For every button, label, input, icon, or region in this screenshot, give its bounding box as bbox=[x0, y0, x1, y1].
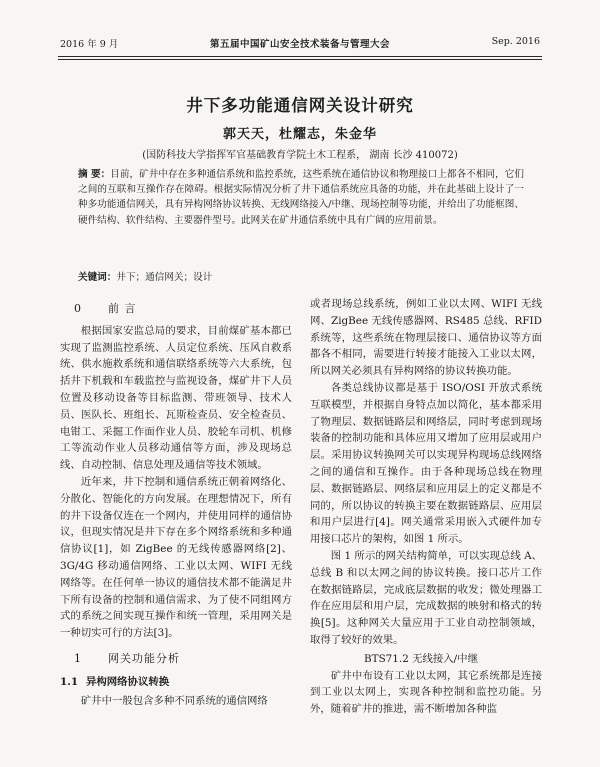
paragraph: 矿井中布设有工业以太网，其它系统都是连接到工业以太网上，实现各种控制和监控功能。另外，随着矿井的推进，需不断增加各种监 bbox=[310, 669, 542, 716]
left-column bbox=[60, 292, 292, 709]
header-date-en: Sep. 2016 bbox=[491, 36, 540, 47]
section-number: 0 bbox=[74, 302, 82, 315]
running-header bbox=[60, 36, 540, 52]
right-column bbox=[310, 296, 542, 718]
header-rule bbox=[58, 56, 542, 57]
subsection-title: 异构网络协议转换 bbox=[86, 675, 170, 688]
paper-title: 井下多功能通信网关设计研究 bbox=[186, 96, 414, 115]
section-heading bbox=[74, 301, 292, 318]
paragraph: 或者现场总线系统，例如工业以太网、WIFI 无线网、ZigBee 无线传感器网、RS485 总线、RFID 系统等，这些系统在物理层接口、通信协议等方面都各不相同，需要进行转接才能接入工业以太网，所以网关必须具有异构网络的协议转换功能。 bbox=[310, 298, 542, 378]
paper-authors: 郭天天，杜耀志，朱金华 bbox=[222, 127, 377, 142]
keywords-text: 井下；通信网关；设计 bbox=[116, 272, 213, 283]
abstract-label: 摘 要： bbox=[78, 169, 111, 180]
section-number: 1 bbox=[74, 651, 82, 665]
abstract-text: 目前，矿井中存在多种通信系统和监控系统，这些系统在通信协议和物理接口上都各不相同，它们之间的互联和互操作存在障碍。根据实际情况分析了井下通信系统应具备的功能，并在此基础上设计了一种多功能通信网关，具有异构网络协议转换、无线网络接入/中继、现场控制等功能，并给出了功能框图、硬件结构、软件结构、主要器件型号。此网关在矿井通信系统中具有广阔的应用前景。 bbox=[78, 169, 525, 226]
subsection-number: 1.1 bbox=[60, 675, 79, 688]
paragraph: 根据国家安监总局的要求，目前煤矿基本都已实现了监测监控系统、人员定位系统、压风自救系统、供水施救系统和通信联络系统等六大系统，包括井下机载和车载监控与监视设备，煤矿井下人员位置及移动设备等目标监测、带班领导、技术人员、医队长、班组长、瓦斯检查员、安全检查员、电钳工、采掘工作面作业人员、胶轮车司机、机修工等流动作业人员移动通信等方面，涉及现场总线、自动控制、信息处理及通信等技术领域。 bbox=[60, 324, 292, 472]
abstract bbox=[78, 167, 524, 228]
paragraph: 图 1 所示的网关结构简单，可以实现总线 A、总线 B 和以太网之间的协议转换。接口芯片工作在数据链路层，完成底层数据的收发；微处理器工作在应用层和用户层，完成数据的映射和格式的转换[5]。这种网关大量应用于工业自动控制领域，取得了较好的效果。 bbox=[310, 549, 542, 646]
section-title: 前 言 bbox=[108, 302, 137, 315]
section-title: 网关功能分析 bbox=[108, 651, 180, 665]
section-heading bbox=[74, 651, 292, 668]
keywords bbox=[78, 270, 524, 285]
paragraph: 近年来，井下控制和通信系统正朝着网络化、分散化、智能化的方向发展。在理想情况下，所有的井下设备仅连在一个网内，并使用同样的通信协议，但现实情况是井下存在多个网络系统和多种通信协议[1]，如 ZigBee 的无线传感器网络[2]、3G/4G 移动通信网络、工业以太网、WIFI 无线网络等。在任何单一协议的通信技术都不能满足井下所有设备的控制和通信需求、为了使不同组网方式的系统之间实现互操作和统一管理，采用网关是一种切实可行的方法[3]。 bbox=[60, 475, 292, 640]
subsection-heading: BTS71.2 无线接入/中继 bbox=[364, 652, 478, 665]
paragraph: 矿井中一般包含多种不同系统的通信网络 bbox=[80, 694, 268, 707]
author-affiliation: (国防科技大学指挥军官基础教育学院土木工程系， 湖南 长沙 410072) bbox=[142, 150, 458, 161]
header-conference: 第五届中国矿山安全技术装备与管理大会 bbox=[209, 39, 390, 50]
header-rule-thin bbox=[58, 59, 542, 60]
header-date: 2016 年 9 月 bbox=[60, 39, 119, 50]
keywords-label: 关键词： bbox=[78, 272, 117, 283]
paragraph: 各类总线协议都是基于 ISO/OSI 开放式系统互联模型，并根据自身特点加以简化，基本都采用了物理层、数据链路层和网络层，同时考虑到现场装备的控制功能和具体应用又增加了应用层或用户层。采用协议转换网关可以实现异构现场总线网络之间的通信和互操作。由于各种现场总线在物理层、数据链路层、网络层和应用层上的定义都是不同的，所以协议的转换主要在数据链路层、应用层和用户层进行[4]。网关通常采用嵌入式硬件加专用接口芯片的架构，如图 1 所示。 bbox=[310, 381, 542, 546]
subsection-heading bbox=[60, 674, 292, 691]
